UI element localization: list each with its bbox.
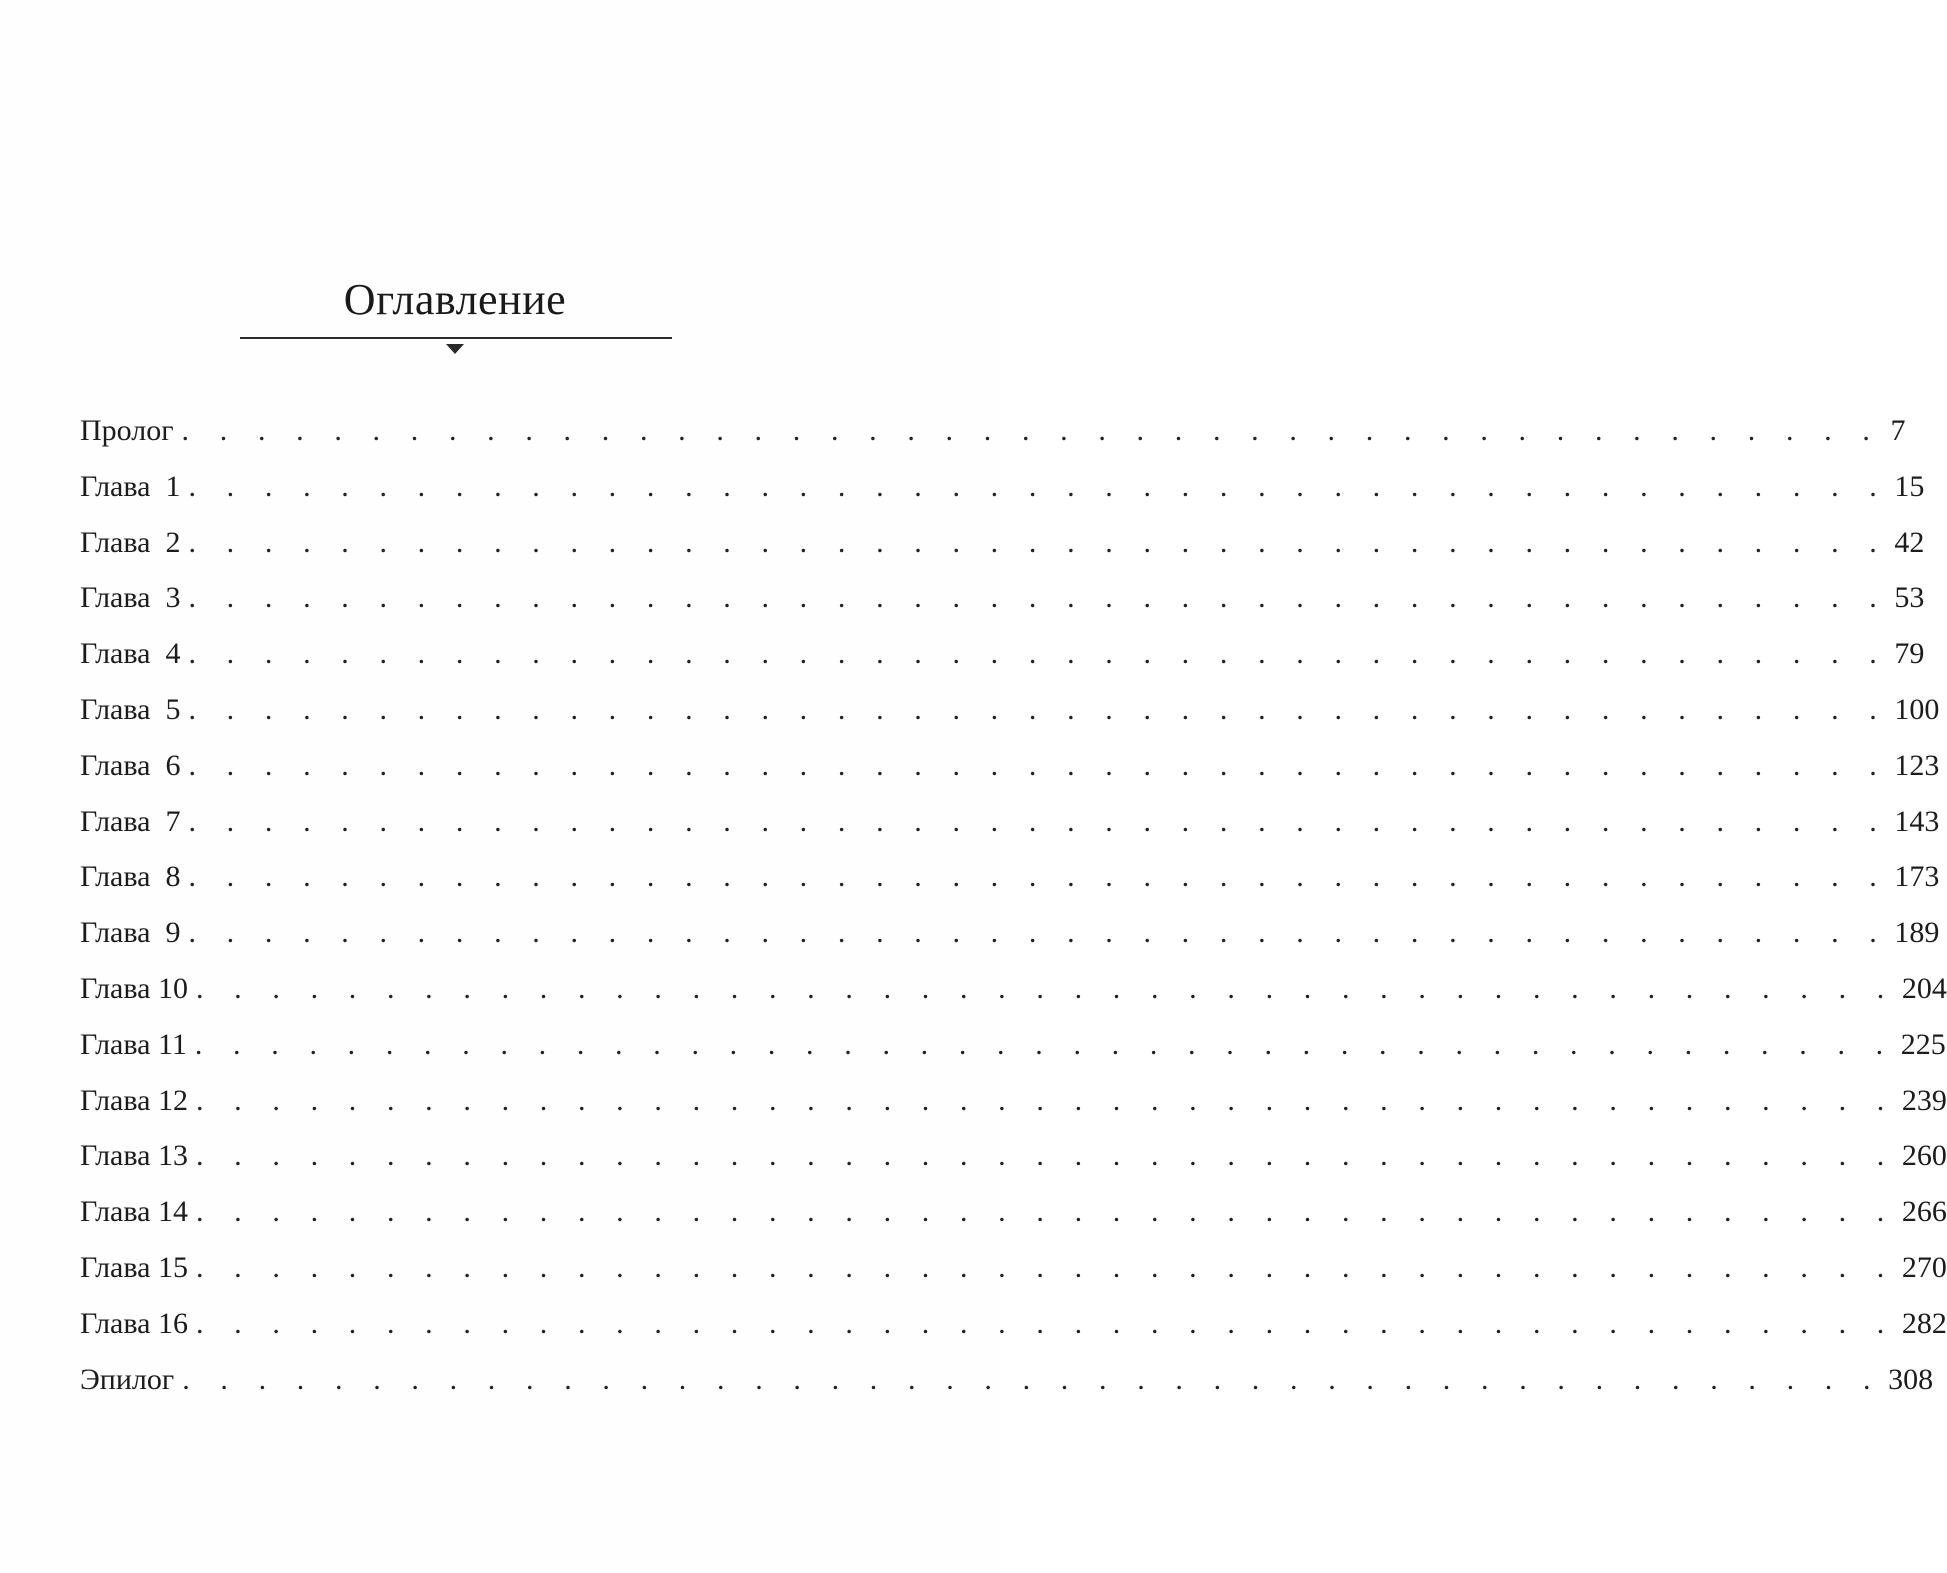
- toc-entry-label: Глава 8: [80, 860, 181, 894]
- toc-entry-label: Глава 3: [80, 581, 181, 615]
- toc-entry-chapter-4[interactable]: [80, 626, 1925, 682]
- toc-entry-label: Глава 7: [80, 804, 181, 838]
- toc-entry-chapter-14[interactable]: [80, 1184, 1947, 1240]
- toc-entry-chapter-9[interactable]: [80, 905, 1940, 961]
- toc-entry-label: Глава 16: [80, 1306, 188, 1340]
- toc-entry-chapter-16[interactable]: [80, 1296, 1947, 1352]
- toc-entry-label: Глава 2: [80, 525, 181, 559]
- toc-dot-leader: . . . . . . . . . . . . . . . . . . . . . . . . . . . . . . . . . . . . . . . . . . . . .: [188, 469, 1889, 503]
- toc-entry-label: Глава 11: [80, 1027, 187, 1061]
- toc-entry-label: Глава 14: [80, 1195, 188, 1229]
- toc-dot-leader: . . . . . . . . . . . . . . . . . . . . . . . . . . . . . . . . . . . . . . . . . . . . .: [195, 1139, 1896, 1173]
- toc-entry-chapter-8[interactable]: [80, 849, 1940, 905]
- toc-entry-label: Глава 13: [80, 1139, 188, 1173]
- toc-entry-page: 42: [1894, 525, 1925, 559]
- toc-dot-leader: . . . . . . . . . . . . . . . . . . . . . . . . . . . . . . . . . . . . . . . . . . . . .: [195, 971, 1896, 1005]
- toc-entry-chapter-1[interactable]: [80, 459, 1925, 515]
- toc-entry-label: Эпилог: [80, 1362, 175, 1396]
- toc-entry-label: Глава 4: [80, 637, 181, 671]
- toc-entry-page: 239: [1901, 1083, 1947, 1117]
- toc-entry-chapter-15[interactable]: [80, 1240, 1947, 1296]
- toc-entry-page: 100: [1894, 692, 1940, 726]
- toc-dot-leader: . . . . . . . . . . . . . . . . . . . . . . . . . . . . . . . . . . . . . . . . . . . . .: [195, 1083, 1896, 1117]
- toc-dot-leader: . . . . . . . . . . . . . . . . . . . . . . . . . . . . . . . . . . . . . . . . . . . . .: [188, 860, 1889, 894]
- toc-entry-chapter-13[interactable]: [80, 1128, 1947, 1184]
- toc-entry-page: 204: [1901, 971, 1947, 1005]
- toc-entry-page: 270: [1901, 1250, 1947, 1284]
- toc-entry-page: 123: [1894, 748, 1940, 782]
- toc-entry-page: 173: [1894, 860, 1940, 894]
- toc-entry-page: 260: [1901, 1139, 1947, 1173]
- toc-dot-leader: . . . . . . . . . . . . . . . . . . . . . . . . . . . . . . . . . . . . . . . . . . . . .: [188, 637, 1889, 671]
- toc-dot-leader: . . . . . . . . . . . . . . . . . . . . . . . . . . . . . . . . . . . . . . . . . . . . .: [188, 692, 1889, 726]
- toc-entry-chapter-3[interactable]: [80, 570, 1925, 626]
- toc-dot-leader: . . . . . . . . . . . . . . . . . . . . . . . . . . . . . . . . . . . . . . . . . . . . .: [188, 804, 1889, 838]
- toc-entry-chapter-10[interactable]: [80, 961, 1947, 1017]
- toc-entry-label: Глава 15: [80, 1250, 188, 1284]
- table-of-contents: [80, 403, 1947, 1407]
- toc-dot-leader: . . . . . . . . . . . . . . . . . . . . . . . . . . . . . . . . . . . . . . . . . . . . .: [181, 414, 1882, 447]
- toc-entry-label: Глава 1: [80, 469, 181, 503]
- toc-entry-page: 15: [1894, 469, 1925, 503]
- toc-entry-epilogue[interactable]: [80, 1352, 1934, 1408]
- toc-entry-label: Пролог: [80, 414, 174, 447]
- toc-dot-leader: . . . . . . . . . . . . . . . . . . . . . . . . . . . . . . . . . . . . . . . . . . . . .: [188, 916, 1889, 950]
- toc-dot-leader: . . . . . . . . . . . . . . . . . . . . . . . . . . . . . . . . . . . . . . . . . . . . .: [182, 1362, 1883, 1396]
- toc-entry-page: 79: [1894, 637, 1925, 671]
- toc-entry-page: 282: [1901, 1306, 1947, 1340]
- toc-entry-page: 189: [1894, 916, 1940, 950]
- toc-entry-label: Глава 6: [80, 748, 181, 782]
- toc-entry-chapter-12[interactable]: [80, 1073, 1947, 1129]
- toc-entry-chapter-11[interactable]: [80, 1017, 1946, 1073]
- toc-entry-chapter-2[interactable]: [80, 515, 1925, 571]
- toc-dot-leader: . . . . . . . . . . . . . . . . . . . . . . . . . . . . . . . . . . . . . . . . . . . . .: [195, 1250, 1896, 1284]
- toc-entry-page: 53: [1894, 581, 1925, 615]
- toc-dot-leader: . . . . . . . . . . . . . . . . . . . . . . . . . . . . . . . . . . . . . . . . . . . . .: [188, 748, 1889, 782]
- toc-entry-page: 7: [1890, 414, 1906, 447]
- toc-entry-page: 143: [1894, 804, 1940, 838]
- toc-entry-label: Глава 10: [80, 971, 188, 1005]
- toc-entry-label: Глава 9: [80, 916, 181, 950]
- page-title: Оглавление: [343, 275, 567, 324]
- toc-entry-chapter-7[interactable]: [80, 794, 1940, 850]
- toc-dot-leader: . . . . . . . . . . . . . . . . . . . . . . . . . . . . . . . . . . . . . . . . . . . . .: [195, 1195, 1896, 1229]
- toc-dot-leader: . . . . . . . . . . . . . . . . . . . . . . . . . . . . . . . . . . . . . . . . . . . . .: [195, 1306, 1896, 1340]
- toc-entry-label: Глава 5: [80, 692, 181, 726]
- toc-entry-chapter-6[interactable]: [80, 738, 1940, 794]
- title-underline: [240, 337, 672, 339]
- toc-dot-leader: . . . . . . . . . . . . . . . . . . . . . . . . . . . . . . . . . . . . . . . . . . . . .: [188, 581, 1889, 615]
- toc-entry-prologue[interactable]: [80, 403, 1906, 459]
- toc-entry-chapter-5[interactable]: [80, 682, 1940, 738]
- toc-dot-leader: . . . . . . . . . . . . . . . . . . . . . . . . . . . . . . . . . . . . . . . . . . . . .: [188, 525, 1889, 559]
- toc-entry-page: 266: [1901, 1195, 1947, 1229]
- toc-entry-page: 225: [1900, 1027, 1946, 1061]
- toc-entry-label: Глава 12: [80, 1083, 188, 1117]
- toc-dot-leader: . . . . . . . . . . . . . . . . . . . . . . . . . . . . . . . . . . . . . . . . . . . . .: [194, 1027, 1895, 1061]
- title-ornament-arrow-icon: [446, 344, 464, 354]
- toc-entry-page: 308: [1888, 1362, 1934, 1396]
